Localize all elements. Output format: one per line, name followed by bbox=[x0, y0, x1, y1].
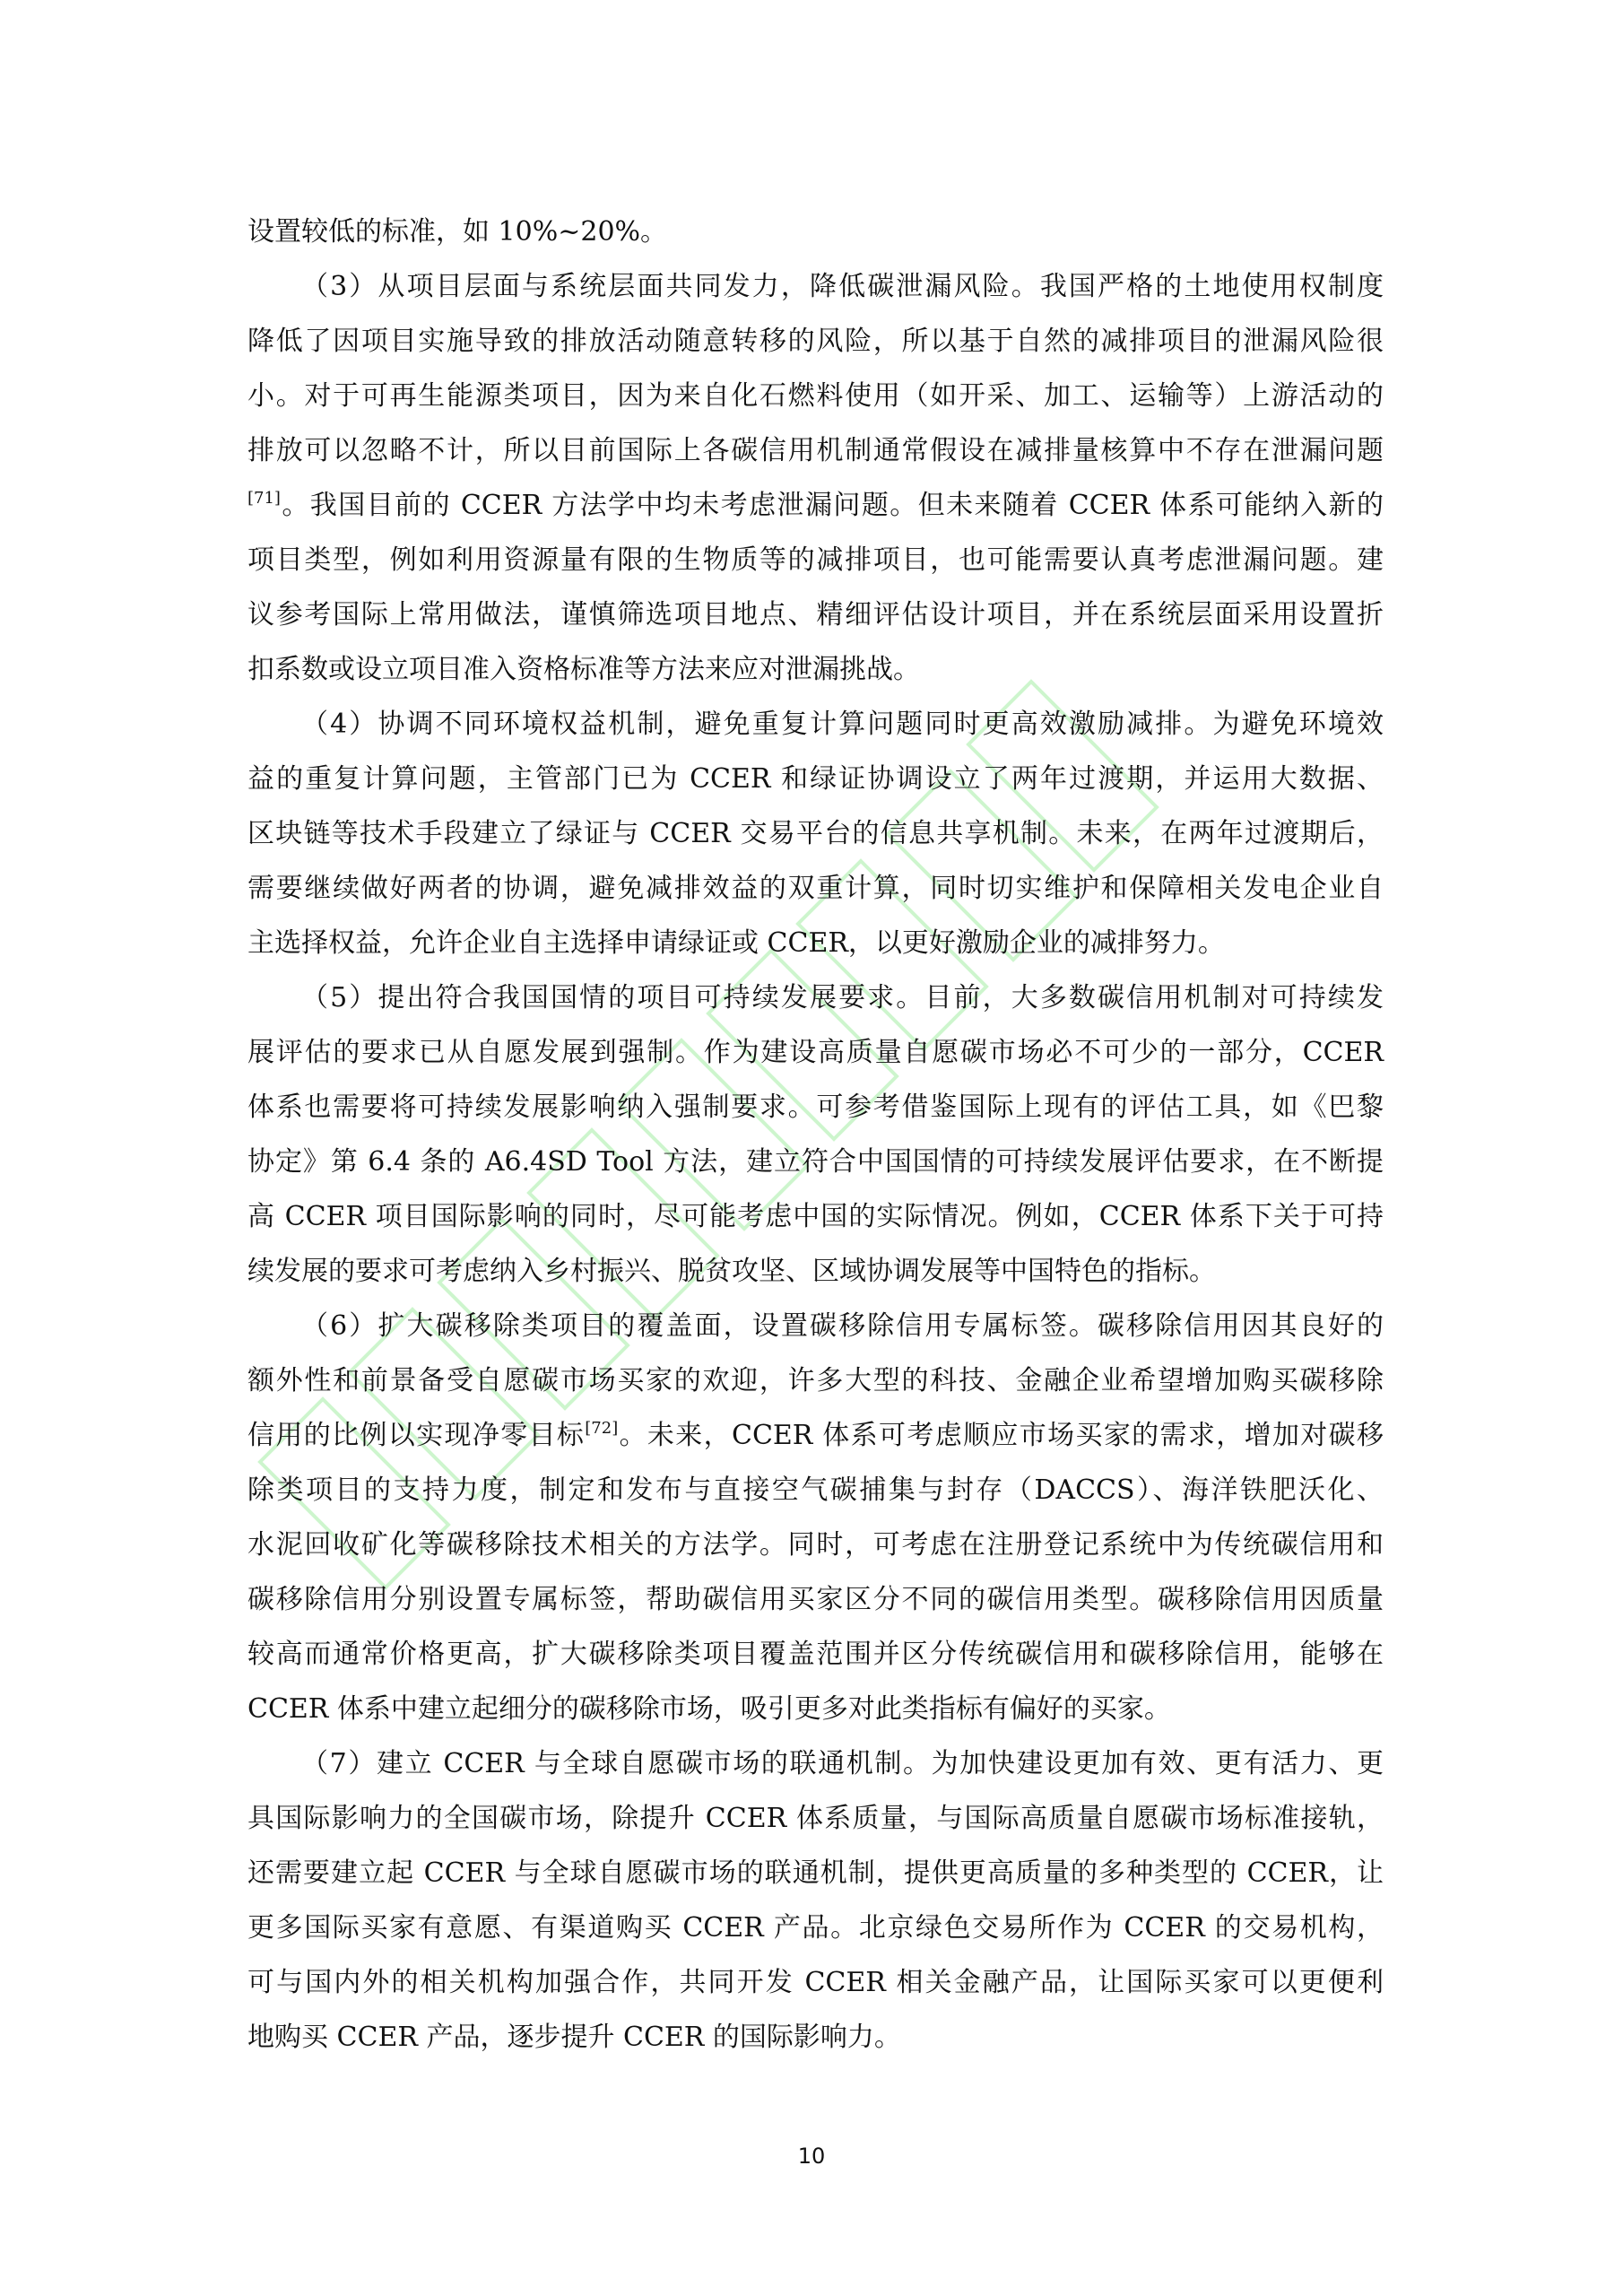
paragraph-line: 碳移除信用分别设置专属标签，帮助碳信用买家区分不同的碳信用类型。碳移除信用因质量 bbox=[247, 1584, 1384, 1615]
paragraph-line: 需要继续做好两者的协调，避免减排效益的双重计算，同时切实维护和保障相关发电企业自 bbox=[247, 873, 1384, 904]
paragraph-line: 除类项目的支持力度，制定和发布与直接空气碳捕集与封存（DACCS）、海洋铁肥沃化、 bbox=[247, 1474, 1384, 1506]
paragraph-line: 水泥回收矿化等碳移除技术相关的方法学。同时，可考虑在注册登记系统中为传统碳信用和 bbox=[247, 1529, 1384, 1561]
paragraph-line: （3）从项目层面与系统层面共同发力，降低碳泄漏风险。我国严格的土地使用权制度 bbox=[301, 271, 1384, 302]
paragraph-line: 议参考国际上常用做法，谨慎筛选项目地点、精细评估设计项目，并在系统层面采用设置折 bbox=[247, 599, 1384, 631]
citation-reference[interactable]: [71] bbox=[247, 489, 281, 508]
paragraph-line: 续发展的要求可考虑纳入乡村振兴、脱贫攻坚、区域协调发展等中国特色的指标。 bbox=[247, 1256, 1216, 1287]
citation-reference[interactable]: [72] bbox=[585, 1419, 619, 1438]
paragraph-line: 项目类型，例如利用资源量有限的生物质等的减排项目，也可能需要认真考虑泄漏问题。建 bbox=[247, 544, 1384, 576]
paragraph-line: 设置较低的标准，如 10%~20%。 bbox=[247, 216, 668, 248]
paragraph-line: 额外性和前景备受自愿碳市场买家的欢迎，许多大型的科技、金融企业希望增加购买碳移除 bbox=[247, 1365, 1384, 1396]
paragraph-line: CCER 体系中建立起细分的碳移除市场，吸引更多对此类指标有偏好的买家。 bbox=[247, 1693, 1171, 1725]
paragraph-line: 排放可以忽略不计，所以目前国际上各碳信用机制通常假设在减排量核算中不存在泄漏问题 bbox=[247, 435, 1384, 466]
paragraph-line: 主选择权益，允许企业自主选择申请绿证或 CCER，以更好激励企业的减排努力。 bbox=[247, 927, 1225, 959]
paragraph-line: 降低了因项目实施导致的排放活动随意转移的风险，所以基于自然的减排项目的泄漏风险很 bbox=[247, 326, 1384, 357]
paragraph-line: 益的重复计算问题，主管部门已为 CCER 和绿证协调设立了两年过渡期，并运用大数据、 bbox=[247, 763, 1384, 795]
paragraph-line: （6）扩大碳移除类项目的覆盖面，设置碳移除信用专属标签。碳移除信用因其良好的 bbox=[301, 1310, 1384, 1342]
line-text: 。我国目前的 CCER 方法学中均未考虑泄漏问题。但未来随着 CCER 体系可能纳入新的 bbox=[280, 490, 1384, 521]
paragraph-line: 可与国内外的相关机构加强合作，共同开发 CCER 相关金融产品，让国际买家可以更便利 bbox=[247, 1967, 1384, 1998]
paragraph-line: 更多国际买家有意愿、有渠道购买 CCER 产品。北京绿色交易所作为 CCER 的交易机构， bbox=[247, 1912, 1384, 1944]
paragraph-line: 区块链等技术手段建立了绿证与 CCER 交易平台的信息共享机制。未来，在两年过渡期后， bbox=[247, 818, 1384, 849]
paragraph-line: 展评估的要求已从自愿发展到强制。作为建设高质量自愿碳市场必不可少的一部分，CCER bbox=[247, 1037, 1384, 1068]
line-text: 。未来，CCER 体系可考虑顺应市场买家的需求，增加对碳移 bbox=[618, 1420, 1384, 1451]
paragraph-line: 地购买 CCER 产品，逐步提升 CCER 的国际影响力。 bbox=[247, 2022, 901, 2053]
paragraph-line: 扣系数或设立项目准入资格标准等方法来应对泄漏挑战。 bbox=[247, 654, 920, 685]
line-text: 信用的比例以实现净零目标 bbox=[247, 1420, 586, 1451]
paragraph-line: （7）建立 CCER 与全球自愿碳市场的联通机制。为加快建设更加有效、更有活力、更 bbox=[301, 1748, 1384, 1779]
paragraph-line: 具国际影响力的全国碳市场，除提升 CCER 体系质量，与国际高质量自愿碳市场标准接轨， bbox=[247, 1803, 1384, 1834]
paragraph-line: 协定》第 6.4 条的 A6.4SD Tool 方法，建立符合中国国情的可持续发展评估要求，在不断提 bbox=[247, 1146, 1384, 1178]
paragraph-line bbox=[247, 478, 1384, 533]
paragraph-line: 体系也需要将可持续发展影响纳入强制要求。可参考借鉴国际上现有的评估工具，如《巴黎 bbox=[247, 1091, 1384, 1123]
paragraph-line: 高 CCER 项目国际影响的同时，尽可能考虑中国的实际情况。例如，CCER 体系下关于可持 bbox=[247, 1201, 1384, 1232]
paragraph-line bbox=[247, 1408, 1384, 1463]
paragraph-line: （5）提出符合我国国情的项目可持续发展要求。目前，大多数碳信用机制对可持续发 bbox=[301, 982, 1384, 1013]
paragraph-line: 还需要建立起 CCER 与全球自愿碳市场的联通机制，提供更高质量的多种类型的 CCER，让 bbox=[247, 1857, 1384, 1889]
paragraph-line: 小。对于可再生能源类项目，因为来自化石燃料使用（如开采、加工、运输等）上游活动的 bbox=[247, 380, 1384, 412]
page-number: 10 bbox=[797, 2144, 826, 2169]
paragraph-line: （4）协调不同环境权益机制，避免重复计算问题同时更高效激励减排。为避免环境效 bbox=[301, 709, 1384, 740]
paragraph-line: 较高而通常价格更高，扩大碳移除类项目覆盖范围并区分传统碳信用和碳移除信用，能够在 bbox=[247, 1639, 1384, 1670]
